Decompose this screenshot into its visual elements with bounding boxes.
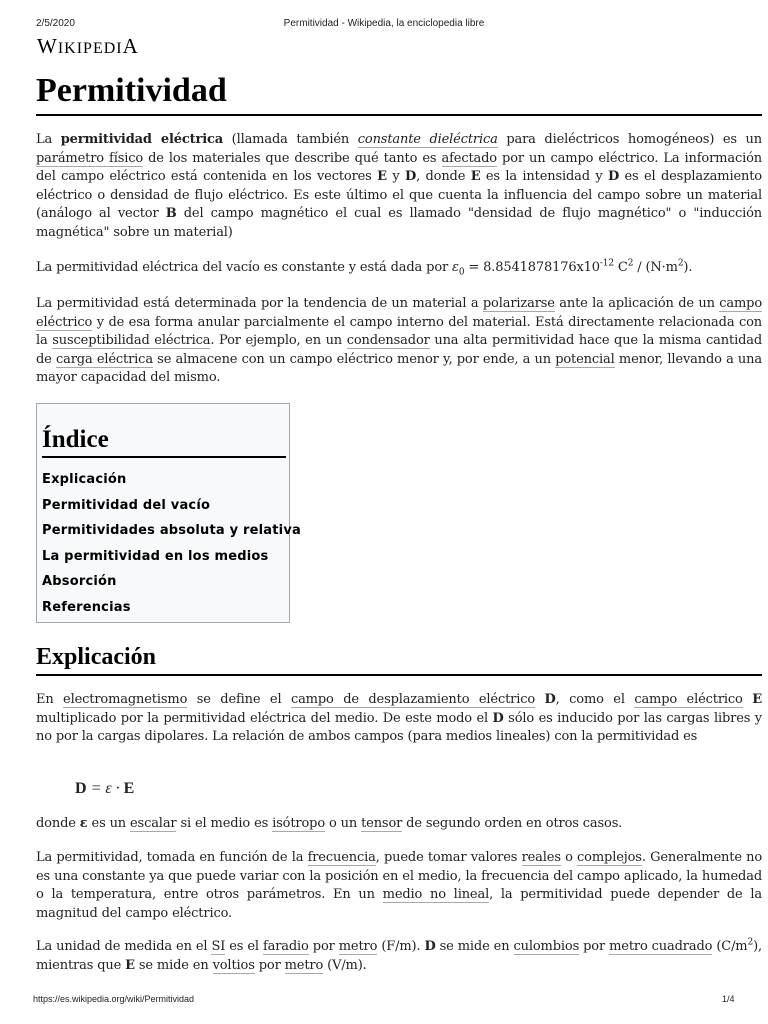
text: se almacene con un campo eléctrico menor y, por ende, a un [152, 351, 556, 367]
toc-item-permitividad-en-los-medios[interactable]: La permitividad en los medios [42, 548, 269, 564]
link-afectado[interactable]: afectado [441, 150, 497, 166]
equation-lhs: D [75, 780, 87, 797]
link-isotropo[interactable]: isótropo [272, 816, 325, 831]
link-metro-cuadrado[interactable]: metro cuadrado [609, 939, 713, 954]
text: La permitividad eléctrica del vacío es constante y está dada por [36, 260, 453, 275]
text [535, 692, 544, 707]
equation-operator: = ε · [86, 780, 124, 797]
text: una alta permitividad hace que la misma cantidad de [36, 333, 763, 367]
subscript: 0 [458, 267, 465, 278]
text: La permitividad está determinada por la tendencia de un material a [36, 296, 483, 311]
vector-e: E [125, 957, 135, 973]
link-condensador[interactable]: condensador [346, 333, 430, 348]
text: para dieléctricos homogéneos) es un [497, 132, 762, 147]
print-date: 2/5/2020 [36, 18, 75, 29]
vector-d: D [607, 169, 620, 184]
wikipedia-logo[interactable] [37, 34, 139, 59]
toc-list [42, 467, 301, 620]
text: / (N·m [633, 260, 678, 275]
text: La unidad de medida en el [36, 939, 212, 954]
text: y de esa forma anular parcialmente el campo interno del material. Está directamente relacionada con la [36, 314, 762, 348]
text: ante la aplicación de un [554, 296, 720, 311]
link-si[interactable]: SI [211, 939, 226, 954]
text: menor, llevando a una mayor capacidad del mismo. [36, 351, 762, 385]
text: ), mientras que [36, 939, 762, 973]
link-polarizarse[interactable]: polarizarse [482, 296, 555, 311]
text: es el [225, 939, 263, 954]
text: es un [87, 816, 131, 831]
text: (V/m). [323, 957, 367, 973]
equation-rhs: E [123, 780, 135, 797]
link-carga-electrica[interactable]: carga eléctrica [55, 351, 153, 367]
link-metro[interactable]: metro [284, 957, 324, 973]
link-susceptibilidad-electrica[interactable]: susceptibilidad eléctrica [52, 333, 211, 348]
superscript: -12 [599, 258, 614, 269]
text: si el medio es [176, 816, 273, 831]
text: se define el [187, 692, 291, 707]
epsilon-symbol: ε [79, 816, 88, 831]
section-heading-explicacion: Explicación [36, 644, 762, 676]
toc-item-permitividad-del-vacio[interactable]: Permitividad del vacío [42, 497, 211, 513]
link-campo-de-desplazamiento-electrico[interactable]: campo de desplazamiento eléctrico [290, 692, 536, 707]
link-potencial[interactable]: potencial [555, 351, 615, 367]
link-culombios[interactable]: culombios [513, 939, 580, 954]
toc-item-explicacion[interactable]: Explicación [42, 472, 127, 487]
text: . Por ejemplo, en un [210, 333, 347, 348]
page-url: https://es.wikipedia.org/wiki/Permitividad [33, 994, 195, 1004]
link-medio-no-lineal[interactable]: medio no lineal [382, 887, 490, 902]
text: La [36, 132, 61, 147]
text: es la intensidad y [480, 169, 608, 184]
text: , puede tomar valores [375, 850, 522, 865]
toc-item-referencias[interactable]: Referencias [42, 599, 131, 615]
link-escalar[interactable]: escalar [130, 816, 177, 831]
link-reales[interactable]: reales [521, 850, 561, 865]
section-paragraph-2 [36, 815, 762, 834]
link-faradio[interactable]: faradio [262, 939, 309, 954]
vector-e: E [752, 692, 762, 707]
vector-e: E [470, 169, 481, 184]
text: es el desplazamiento eléctrico o densidad de flujo eléctrico. Es este último el que cuenta la influencia del campo sobre un material (análogo al vector [36, 169, 762, 221]
text: por un campo eléctrico. La información del campo eléctrico está contenida en los vectores [36, 150, 762, 184]
toc-title: Índice [42, 426, 286, 458]
link-campo-electrico[interactable]: campo eléctrico [634, 692, 743, 707]
logo-letter-a: A [122, 34, 139, 58]
text: del campo magnético el cual es llamado "densidad de flujo magnético" o "inducción magnética" sobre un material) [36, 206, 763, 240]
superscript: 2 [627, 258, 634, 269]
superscript: 2 [677, 258, 684, 269]
logo-small-caps: IKIPEDI [57, 40, 123, 57]
text: (llamada también [223, 132, 358, 147]
text: o un [325, 816, 362, 831]
section-paragraph-1 [36, 691, 762, 747]
text: se mide en [435, 939, 514, 954]
intro-paragraph-1 [36, 131, 762, 242]
link-tensor[interactable]: tensor [361, 816, 403, 831]
intro-paragraph-3 [36, 295, 762, 388]
text: donde [36, 816, 80, 831]
print-page-title: Permitividad - Wikipedia, la enciclopedia libre [283, 18, 485, 29]
link-campo-electrico[interactable]: campo eléctrico [36, 296, 762, 330]
table-of-contents [36, 403, 301, 623]
equation-d-eps-e [75, 780, 134, 798]
text: por [579, 939, 610, 954]
article-title: Permitividad [36, 72, 762, 116]
text: por [308, 939, 339, 954]
section-paragraph-4 [36, 938, 762, 975]
text: (F/m). [377, 939, 425, 954]
text: de segundo orden en otros casos. [402, 816, 623, 831]
text: sólo es inducido por las cargas libres y no por la cargas dipolares. La relación de ambos campos (para medios lineales) con la permitividad es [36, 710, 762, 744]
text [743, 692, 752, 707]
vector-d: D [404, 169, 417, 184]
text: o [560, 850, 578, 865]
toc-item-absorcion[interactable]: Absorción [42, 574, 117, 589]
text: por [254, 957, 285, 973]
toc-item-permitividades-absoluta-y-relativa[interactable]: Permitividades absoluta y relativa [42, 523, 301, 538]
link-electromagnetismo[interactable]: electromagnetismo [63, 692, 188, 707]
link-parametro-fisico[interactable]: parámetro físico [36, 150, 144, 166]
text: , como el [555, 692, 635, 707]
link-metro[interactable]: metro [338, 939, 378, 954]
vector-d: D [544, 692, 556, 707]
bold-term: permitividad eléctrica [60, 132, 224, 147]
text: , la permitividad puede depender de la magnitud del campo eléctrico. [36, 887, 762, 921]
text: En [36, 692, 64, 707]
link-frecuencia[interactable]: frecuencia [307, 850, 376, 865]
logo-letter-w: W [37, 34, 58, 58]
page-number: 1/4 [722, 994, 735, 1004]
text: = 8.8541878176x10 [464, 260, 600, 275]
vector-d: D [424, 939, 436, 954]
text: y [386, 169, 405, 184]
text: de los materiales que describe qué tanto es [143, 150, 442, 166]
vector-e: E [377, 169, 387, 184]
link-constante-dielectrica[interactable]: constante dieléctrica [357, 132, 498, 147]
section-paragraph-3 [36, 849, 762, 923]
link-complejos[interactable]: complejos [577, 850, 642, 865]
text: ). [683, 260, 693, 275]
text: (C/m [712, 939, 748, 954]
text: C [613, 260, 628, 275]
superscript: 2 [747, 937, 754, 948]
intro-paragraph-2 [36, 259, 762, 278]
vector-b: B [165, 206, 177, 221]
text: se mide en [134, 957, 213, 973]
epsilon-symbol: ε [452, 260, 459, 275]
text: , donde [416, 169, 471, 184]
text: multiplicado por la permitividad eléctrica del medio. De este modo el [36, 710, 493, 726]
text: La permitividad, tomada en función de la [36, 850, 308, 865]
vector-d: D [492, 710, 504, 726]
link-voltios[interactable]: voltios [212, 957, 255, 973]
text: . Generalmente no es una constante ya que puede variar con la posición en el medio, la frecuencia del campo aplicado, la humedad o la temperatura, entre otros parámetros. En un [36, 850, 763, 902]
